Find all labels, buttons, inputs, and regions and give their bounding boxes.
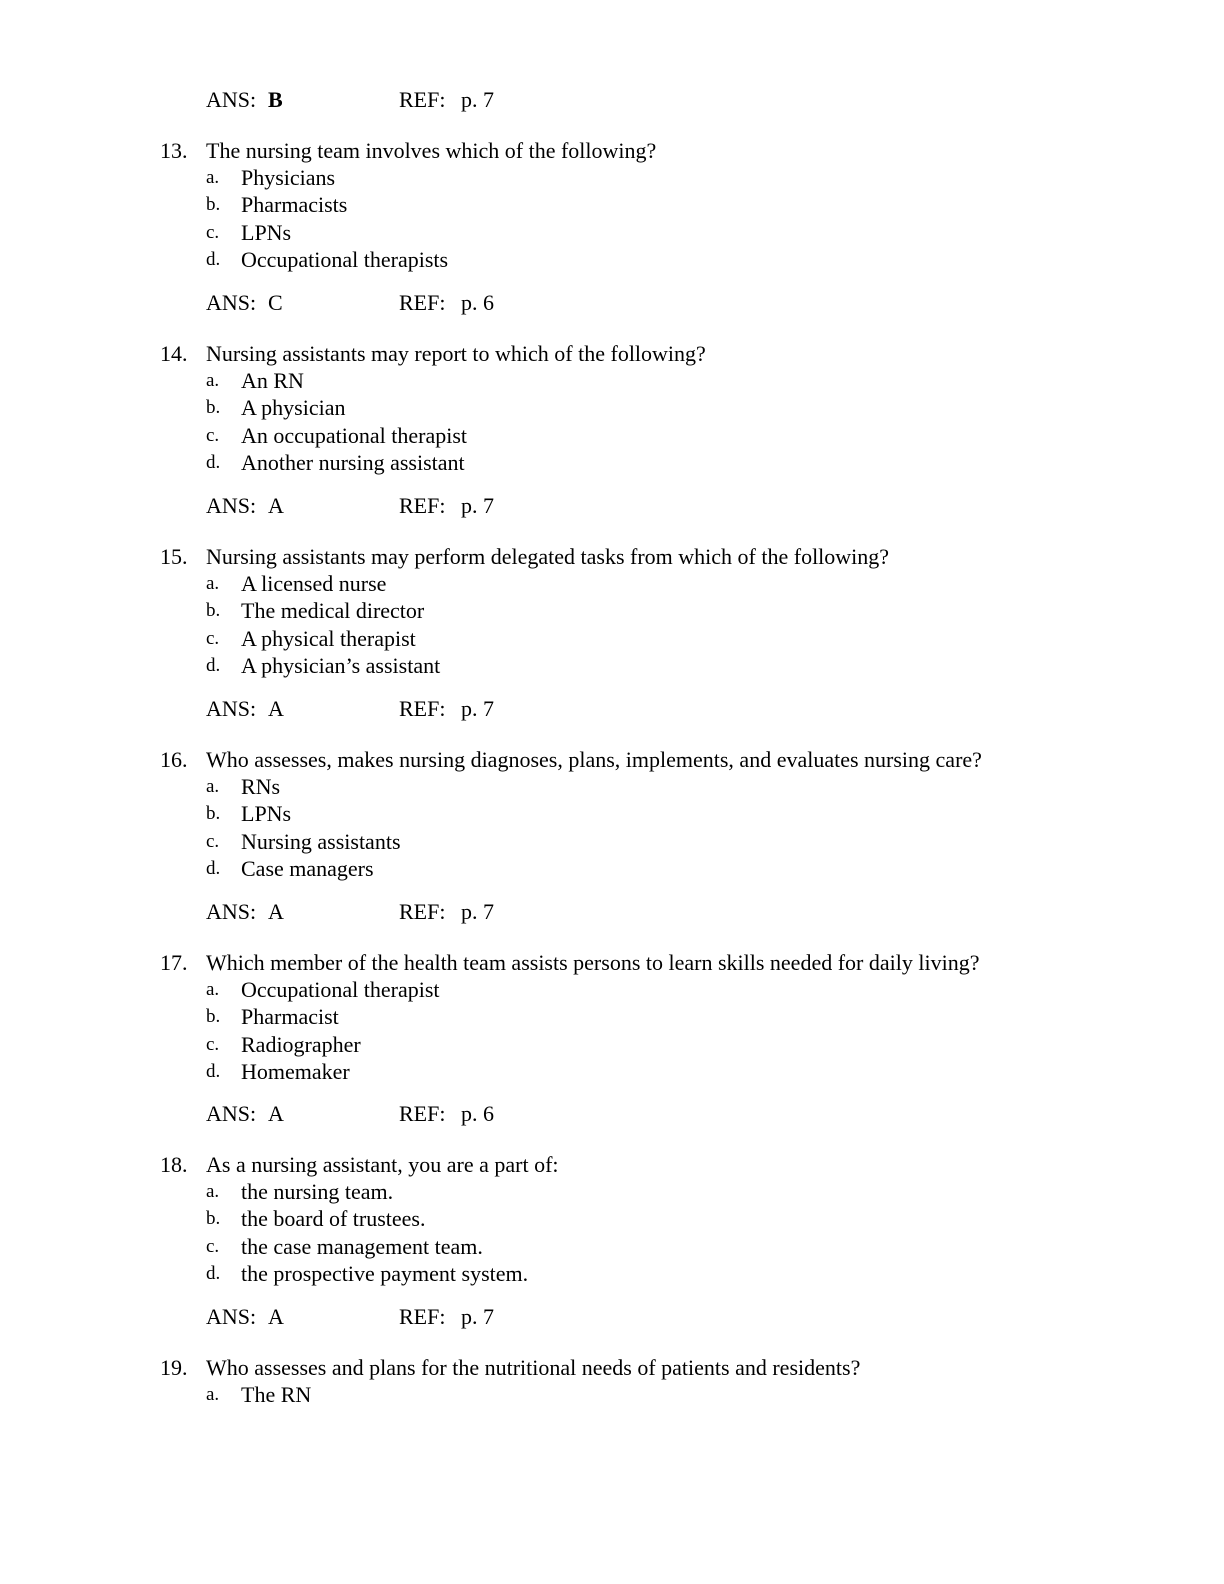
option-letter: c.: [206, 424, 220, 446]
ans-label: ANS:: [206, 899, 257, 924]
option-b: [0, 394, 1224, 421]
option-text: An RN: [241, 368, 304, 393]
ans-label: ANS:: [206, 87, 257, 112]
option-text: The RN: [241, 1382, 312, 1407]
question-number: 14.: [160, 341, 188, 366]
option-text: Pharmacists: [241, 192, 348, 218]
option-letter: c.: [206, 1033, 220, 1055]
option-text: Physicians: [241, 165, 336, 190]
option-b: [0, 1003, 1224, 1030]
question-number: 18.: [160, 1152, 188, 1177]
option-letter: a.: [206, 1384, 220, 1405]
option-d: [0, 652, 1224, 679]
ans-value: A: [268, 899, 284, 924]
ans-label: ANS:: [206, 493, 257, 518]
option-letter: d.: [206, 452, 221, 474]
option-text: Occupational therapists: [241, 247, 449, 273]
ans-label: ANS:: [206, 1304, 257, 1329]
option-a: [0, 164, 1224, 191]
ans-value: A: [268, 493, 284, 518]
option-text: Case managers: [241, 856, 374, 882]
question-number: 15.: [160, 544, 188, 569]
option-text: An occupational therapist: [241, 422, 468, 448]
option-letter: c.: [206, 1235, 220, 1257]
option-text: Nursing assistants: [241, 828, 401, 854]
option-letter: a.: [206, 370, 220, 391]
option-text: Radiographer: [241, 1031, 361, 1057]
ref-label: REF:: [399, 493, 446, 518]
option-letter: b.: [206, 397, 221, 419]
option-letter: b.: [206, 194, 221, 216]
question-15: [0, 544, 1224, 680]
option-letter: d.: [206, 1061, 221, 1083]
ref-label: REF:: [399, 899, 446, 924]
question-18: [0, 1152, 1224, 1288]
ref-value: p. 6: [461, 290, 494, 315]
option-c: [0, 219, 1224, 246]
option-text: The medical director: [241, 598, 425, 624]
ref-value: p. 7: [461, 899, 494, 924]
ref-label: REF:: [399, 87, 446, 112]
question-text: Who assesses, makes nursing diagnoses, plans, implements, and evaluates nursing care?: [206, 747, 982, 772]
option-text: Another nursing assistant: [241, 450, 465, 476]
option-letter: a.: [206, 1181, 220, 1202]
option-text: the case management team.: [241, 1233, 483, 1259]
option-letter: c.: [206, 627, 220, 649]
option-letter: a.: [206, 573, 220, 594]
option-text: A physician: [241, 395, 346, 421]
option-letter: d.: [206, 858, 221, 880]
option-text: the nursing team.: [241, 1179, 394, 1204]
ref-value: p. 7: [461, 1304, 494, 1329]
ref-value: p. 7: [461, 696, 494, 721]
option-a: [0, 976, 1224, 1003]
option-a: [0, 773, 1224, 800]
option-text: Occupational therapist: [241, 977, 440, 1002]
ans-label: ANS:: [206, 290, 257, 315]
ref-value: p. 7: [461, 87, 494, 112]
option-a: [0, 1381, 1224, 1408]
question-19: [0, 1355, 1224, 1408]
ref-label: REF:: [399, 290, 446, 315]
option-text: the prospective payment system.: [241, 1261, 529, 1287]
ref-label: REF:: [399, 1101, 446, 1126]
ans-label: ANS:: [206, 1101, 257, 1126]
question-16: [0, 747, 1224, 883]
option-letter: d.: [206, 249, 221, 271]
option-c: [0, 828, 1224, 855]
option-b: [0, 1205, 1224, 1232]
option-b: [0, 191, 1224, 218]
option-letter: d.: [206, 655, 221, 677]
option-a: [0, 570, 1224, 597]
option-letter: c.: [206, 221, 220, 243]
question-number: 16.: [160, 747, 188, 772]
question-text: Who assesses and plans for the nutritional needs of patients and residents?: [206, 1355, 861, 1380]
question-number: 13.: [160, 138, 188, 163]
question-text: Nursing assistants may perform delegated tasks from which of the following?: [206, 544, 890, 569]
option-b: [0, 800, 1224, 827]
option-letter: a.: [206, 776, 220, 797]
option-text: A physician’s assistant: [241, 653, 441, 679]
option-letter: a.: [206, 167, 220, 188]
option-text: Homemaker: [241, 1059, 350, 1085]
question-text: As a nursing assistant, you are a part of:: [206, 1152, 559, 1177]
option-c: [0, 625, 1224, 652]
option-b: [0, 597, 1224, 624]
option-text: A licensed nurse: [241, 571, 387, 596]
ans-label: ANS:: [206, 696, 257, 721]
option-text: LPNs: [241, 801, 292, 827]
option-c: [0, 422, 1224, 449]
option-letter: a.: [206, 979, 220, 1000]
option-letter: b.: [206, 600, 221, 622]
ans-value: A: [268, 1101, 284, 1126]
option-letter: b.: [206, 803, 221, 825]
option-text: Pharmacist: [241, 1004, 339, 1030]
question-number: 19.: [160, 1355, 188, 1380]
option-letter: b.: [206, 1006, 221, 1028]
ans-value: C: [268, 290, 283, 315]
question-13: [0, 138, 1224, 274]
option-a: [0, 1178, 1224, 1205]
question-text: Which member of the health team assists persons to learn skills needed for daily living?: [206, 950, 980, 975]
question-17: [0, 950, 1224, 1086]
ans-value: A: [268, 696, 284, 721]
option-text: the board of trustees.: [241, 1206, 426, 1232]
option-letter: c.: [206, 830, 220, 852]
option-d: [0, 855, 1224, 882]
option-letter: d.: [206, 1263, 221, 1285]
option-text: LPNs: [241, 219, 292, 245]
ans-value: A: [268, 1304, 284, 1329]
option-d: [0, 449, 1224, 476]
ans-value: B: [268, 87, 283, 112]
option-d: [0, 1058, 1224, 1085]
option-d: [0, 246, 1224, 273]
question-text: Nursing assistants may report to which of the following?: [206, 341, 706, 366]
option-text: A physical therapist: [241, 625, 416, 651]
question-text: The nursing team involves which of the following?: [206, 138, 657, 163]
ref-label: REF:: [399, 696, 446, 721]
option-c: [0, 1233, 1224, 1260]
option-letter: b.: [206, 1208, 221, 1230]
option-text: RNs: [241, 774, 281, 799]
option-c: [0, 1031, 1224, 1058]
question-number: 17.: [160, 950, 188, 975]
option-a: [0, 367, 1224, 394]
ref-value: p. 7: [461, 493, 494, 518]
question-14: [0, 341, 1224, 477]
ref-label: REF:: [399, 1304, 446, 1329]
ref-value: p. 6: [461, 1101, 494, 1126]
option-d: [0, 1260, 1224, 1287]
